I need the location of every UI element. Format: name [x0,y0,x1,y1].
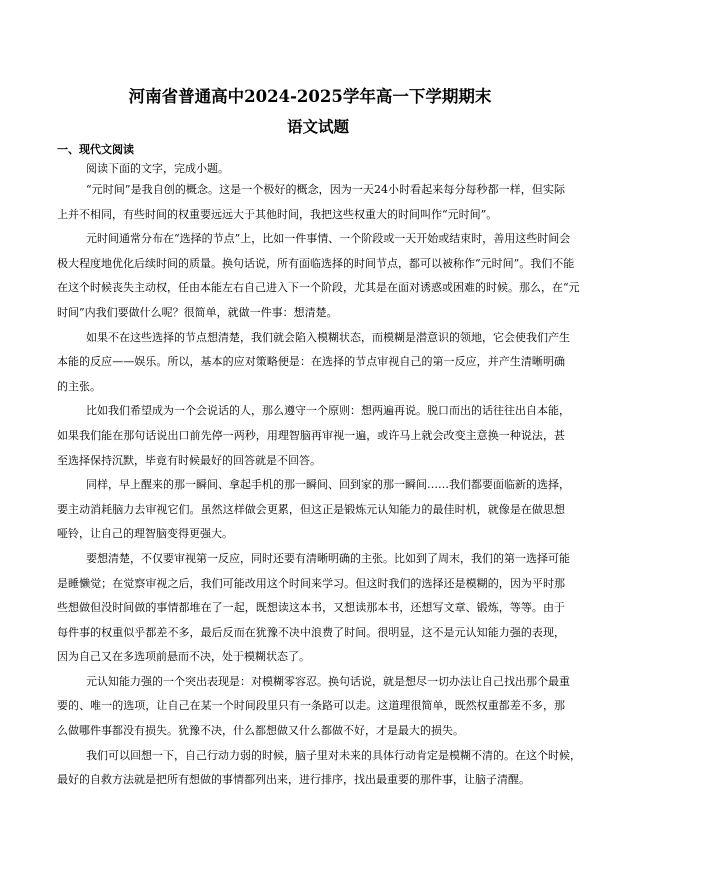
text-line: 至选择保持沉默，毕竟有时候最好的回答就是不回答。 [57,453,321,467]
document-subtitle: 语文试题 [286,117,349,136]
text-line: 因为自己又在多选项前悬而不决，处于模糊状态了。 [57,650,310,664]
instruction-text: 阅读下面的文字，完成小题。 [86,162,229,175]
text-line: 在这个时候丧失主动权，任由本能左右自己进入下一个阶段，尤其是在面对诱惑或困难的时候。那么，在“元 [57,281,580,295]
paragraph [57,473,570,547]
text-line: 最好的自救方法就是把所有想做的事情都列出来，进行排序，找出最重要的那件事，让脑子清醒。 [57,773,530,787]
text-line: 我们可以回想一下，自己行动力弱的时候，脑子里对未来的具体行动肯定是模糊不清的。在这个时候， [86,748,581,762]
text-line: 元认知能力强的一个突出表现是：对模糊零容忍。换句话说，就是想尽一切办法让自己找出那个最重 [86,674,570,688]
paragraph [57,178,565,227]
paragraph [57,547,570,670]
reading-passage [57,178,581,793]
text-line: 如果不在这些选择的节点想清楚，我们就会陷入模糊状态，而模糊是潜意识的领地，它会使我们产生 [86,330,570,344]
section-heading: 一、现代文阅读 [57,143,134,156]
text-line: 要的、唯一的选项，让自己在某一个时间段里只有一条路可以走。这道理很简单，既然权重都差不多，那 [57,699,565,713]
text-line: “元时间”是我自创的概念。这是一个极好的概念，因为一天24小时看起来每分每秒都一样，但实际 [86,183,565,196]
text-line: 每件事的权重似乎都差不多，最后反而在犹豫不决中浪费了时间。很明显，这不是元认知能力强的表现， [57,625,565,639]
text-line: 上并不相同，有些时间的权重要远远大于其他时间，我把这些权重大的时间叫作“元时间”。 [57,207,498,221]
text-line: 如果我们能在那句话说出口前先停一两秒，用理智脑再审视一遍，或许马上就会改变主意换一种说法，甚 [57,428,565,442]
paragraph [57,744,581,793]
text-line: 要主动消耗脑力去审视它们。虽然这样做会更累，但这正是锻炼元认知能力的最佳时机，就像是在做思想 [57,502,565,516]
paragraph [57,670,570,744]
paragraph [57,399,570,473]
text-line: 要想清楚，不仅要审视第一反应，同时还要有清晰明确的主张。比如到了周末，我们的第一选择可能 [86,551,570,565]
text-line: 时间”内我们要做什么呢？很简单，就做一件事：想清楚。 [57,305,338,319]
text-line: 是睡懒觉；在觉察审视之后，我们可能改用这个时间来学习。但这时我们的选择还是模糊的，因为平时那 [57,576,565,590]
text-line: 么做哪件事都没有损失。犹豫不决，什么都想做又什么都做不好，才是最大的损失。 [57,724,464,738]
text-line: 同样，早上醒来的那一瞬间、拿起手机的那一瞬间、回到家的那一瞬间……我们都要面临新的选择， [86,478,570,492]
paragraph [57,227,580,325]
text-line: 的主张。 [57,379,101,393]
paragraph [57,326,570,400]
text-line: 元时间通常分布在“选择的节点”上，比如一件事情、一个阶段或一天开始或结束时，善用这些时间会 [86,232,571,246]
text-line: 本能的反应——娱乐。所以，基本的应对策略便是：在选择的节点审视自己的第一反应，并产生清晰明确 [57,355,565,369]
text-line: 些想做但没时间做的事情都堆在了一起，既想读这本书，又想读那本书，还想写文章、锻炼，等等。由于 [57,601,565,615]
document-title: 河南省普通高中2024-2025学年高一下学期期末 [128,87,492,106]
text-line: 极大程度地优化后续时间的质量。换句话说，所有面临选择的时间节点，都可以被称作“元时间”。我们不能 [57,256,575,270]
text-line: 哑铃，让自己的理智脑变得更强大。 [57,527,233,541]
text-line: 比如我们希望成为一个会说话的人，那么遵守一个原则：想两遍再说。脱口而出的话往往出自本能， [86,404,570,418]
